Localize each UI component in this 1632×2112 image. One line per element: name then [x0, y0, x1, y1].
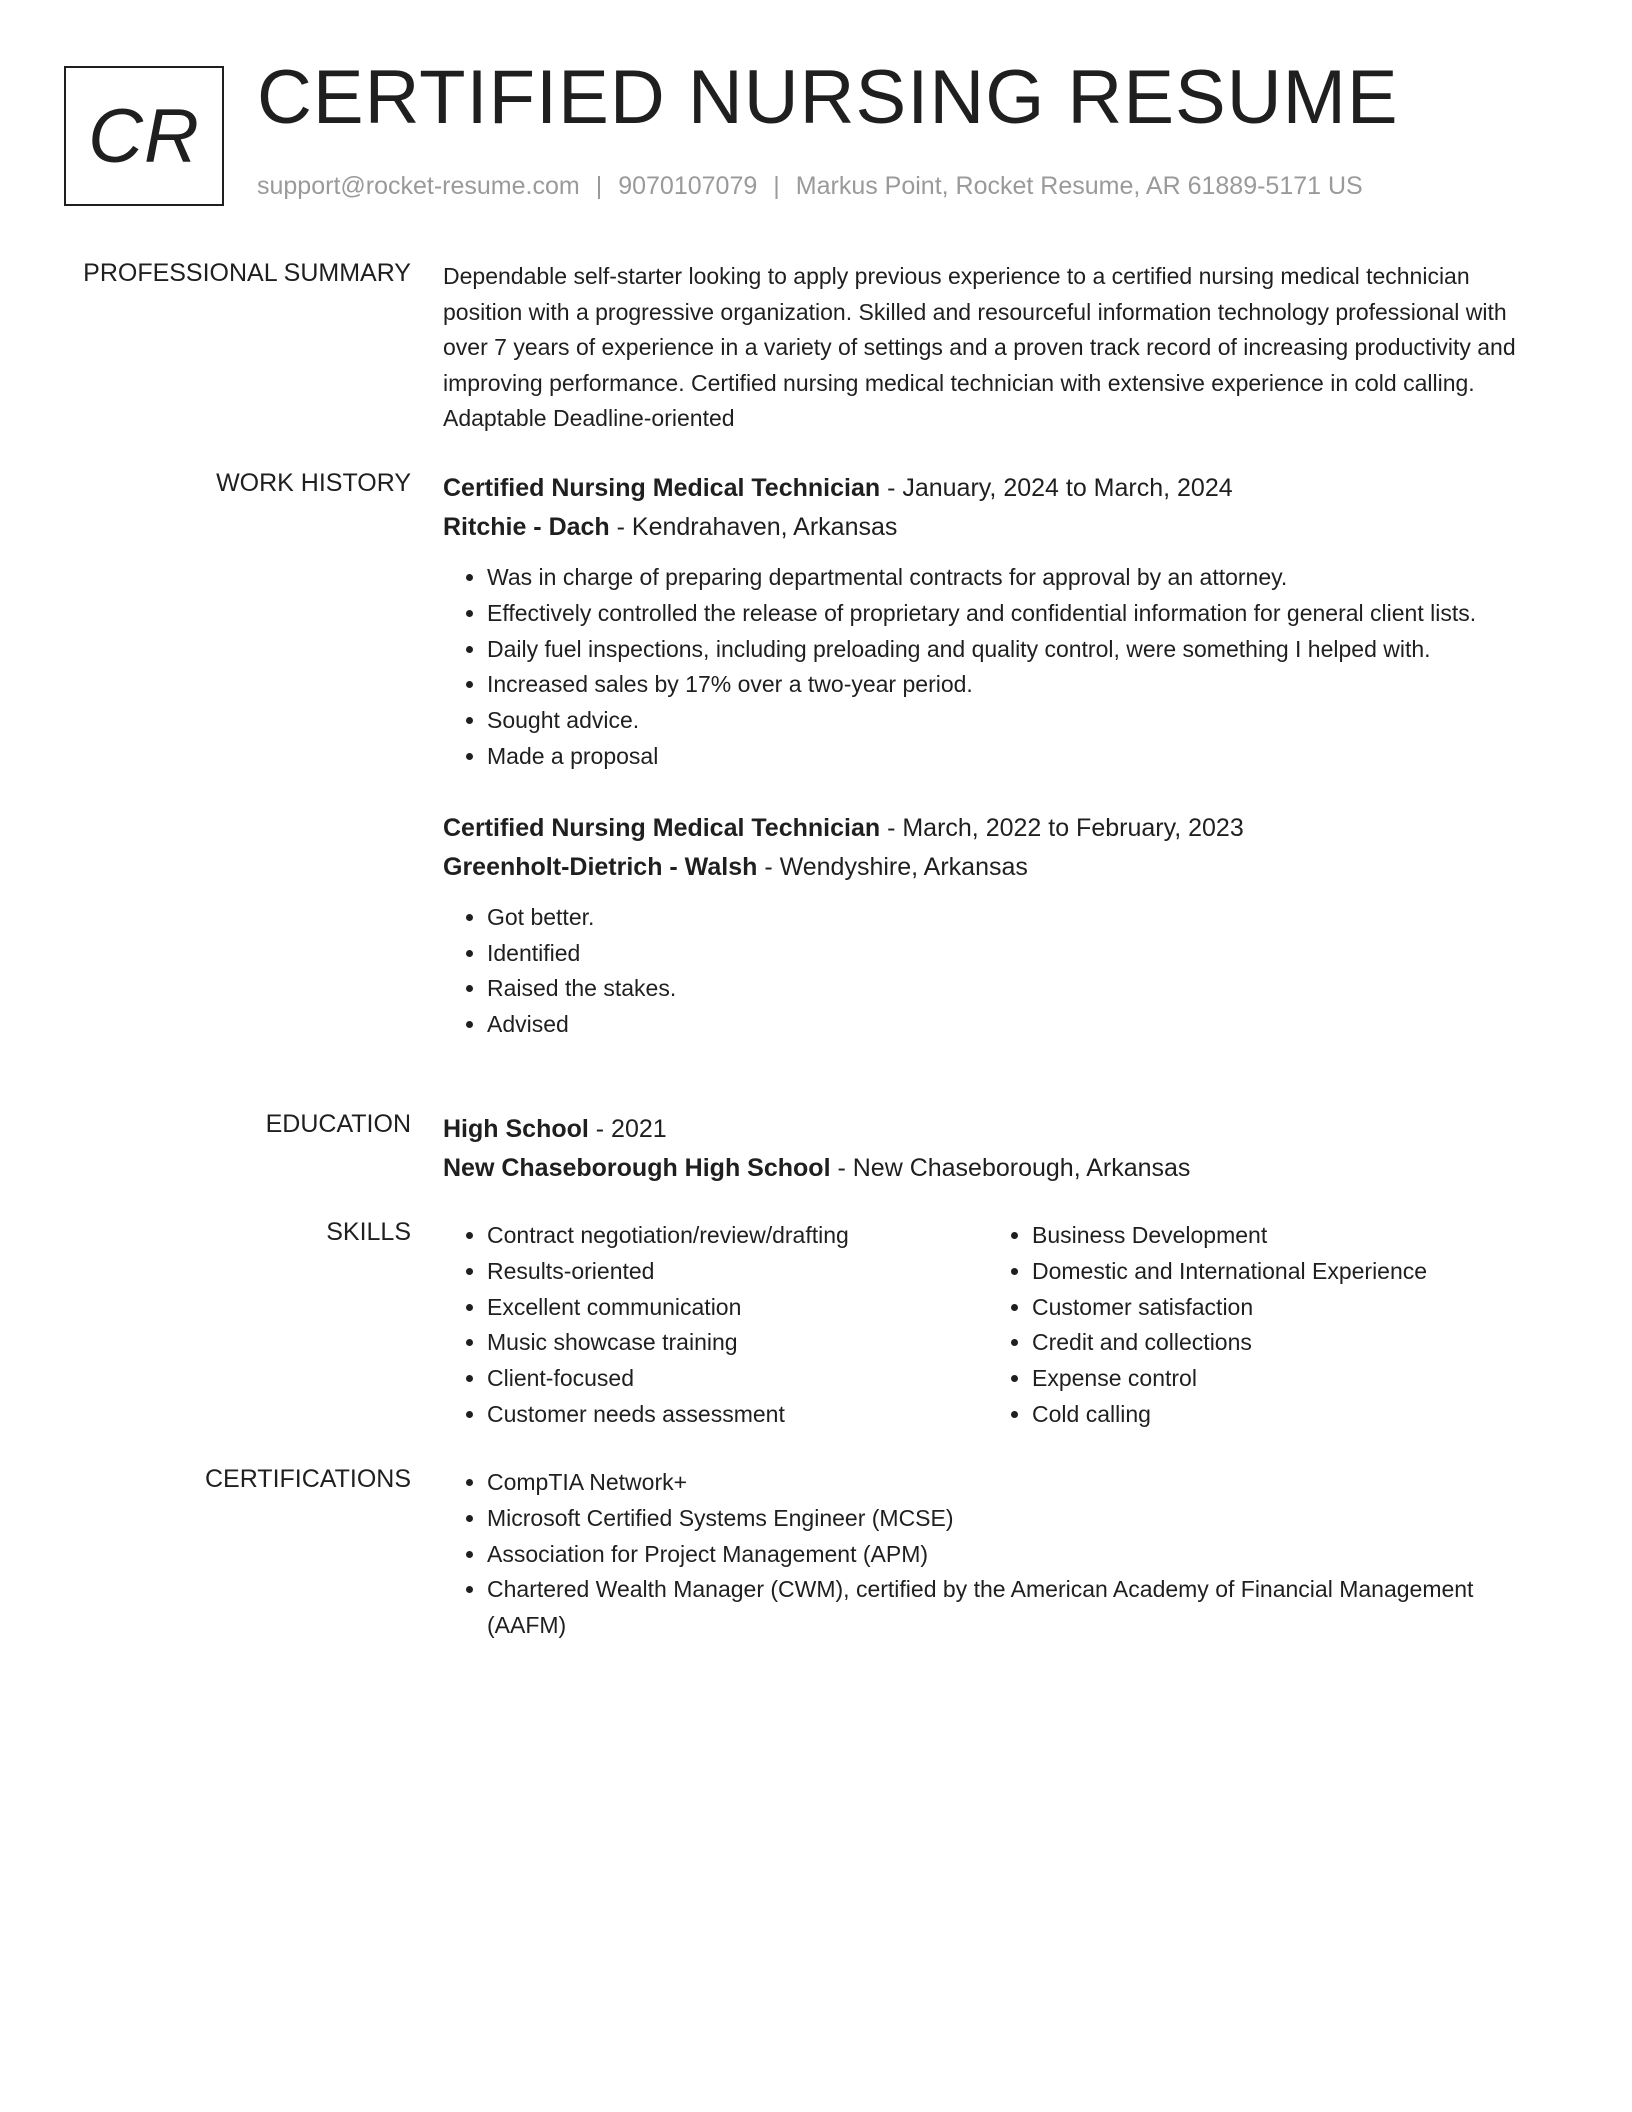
certification-item: • Microsoft Certified Systems Engineer (MCSE): [487, 1501, 1553, 1537]
education-school-line: [443, 1149, 1553, 1188]
certification-item: • Chartered Wealth Manager (CWM), certified by the American Academy of Financial Management (AAFM): [487, 1572, 1553, 1644]
skill-item: • Credit and collections: [1032, 1325, 1508, 1361]
skills-label: SKILLS: [326, 1218, 411, 1246]
job-entry: [443, 469, 1553, 775]
job-dates: - January, 2024 to March, 2024: [880, 474, 1233, 502]
skill-item: • Excellent communication: [487, 1290, 988, 1326]
job-bullet: • Identified: [487, 936, 1553, 972]
job-bullet: • Advised: [487, 1007, 1553, 1043]
skills-list: [443, 1218, 988, 1433]
job-bullets: [443, 900, 1553, 1043]
job-location: - Kendrahaven, Arkansas: [609, 513, 898, 541]
job-bullet: • Raised the stakes.: [487, 971, 1553, 1007]
job-location: - Wendyshire, Arkansas: [757, 852, 1028, 881]
summary-text: Dependable self-starter looking to apply previous experience to a certified nursing medical technician position with a progressive organization. Skilled and resourceful information technology professional with over 7 years of experience in a variety of settings and a proven track record of increasing productivity and improving performance. Certified nursing medical technician with extensive experience in cold calling. Adaptable Deadline-oriented: [443, 263, 1516, 431]
contact-address: Markus Point, Rocket Resume, AR 61889-5171 US: [795, 172, 1363, 200]
education-label: EDUCATION: [265, 1110, 411, 1138]
job-bullet: • Was in charge of preparing departmental contracts for approval by an attorney.: [487, 560, 1553, 596]
skill-item: • Cold calling: [1032, 1397, 1508, 1433]
contact-line: [257, 172, 1363, 201]
work-history-label: WORK HISTORY: [216, 469, 411, 497]
certification-item: • CompTIA Network+: [487, 1465, 1553, 1501]
job-title-line: [443, 809, 1553, 848]
summary-label: PROFESSIONAL SUMMARY: [83, 259, 411, 287]
contact-separator: |: [773, 172, 780, 200]
contact-separator: |: [595, 172, 603, 200]
skill-item: • Contract negotiation/review/drafting: [487, 1218, 988, 1254]
education-degree: High School: [443, 1115, 589, 1143]
job-bullets: [443, 560, 1553, 775]
job-bullet: • Sought advice.: [487, 703, 1553, 739]
job-bullet: • Daily fuel inspections, including preloading and quality control, were something I helped with.: [487, 632, 1553, 668]
work-history-content: [443, 469, 1553, 1043]
job-employer: Greenholt-Dietrich - Walsh: [443, 852, 758, 881]
skill-item: • Customer needs assessment: [487, 1397, 988, 1433]
monogram-text: CR: [88, 93, 200, 179]
skills-content: [443, 1218, 1553, 1433]
education-content: [443, 1110, 1553, 1188]
education-school: New Chaseborough High School: [443, 1154, 831, 1182]
job-bullet: • Increased sales by 17% over a two-year period.: [487, 667, 1553, 703]
certifications-label: CERTIFICATIONS: [204, 1465, 411, 1493]
job-employer-line: [443, 508, 1553, 547]
skill-item: • Business Development: [1032, 1218, 1508, 1254]
summary-content: [443, 259, 1553, 437]
certifications-list: [443, 1465, 1553, 1644]
job-entry: [443, 809, 1553, 1043]
skill-item: • Music showcase training: [487, 1325, 988, 1361]
skills-list: [988, 1218, 1508, 1433]
job-title: Certified Nursing Medical Technician: [443, 474, 881, 502]
skill-item: • Results-oriented: [487, 1254, 988, 1290]
job-title-line: [443, 469, 1553, 508]
certification-item: • Association for Project Management (APM): [487, 1537, 1553, 1573]
resume-title: CERTIFIED NURSING RESUME: [257, 55, 1399, 140]
job-dates: - March, 2022 to February, 2023: [880, 813, 1244, 842]
skill-item: • Expense control: [1032, 1361, 1508, 1397]
skill-item: • Client-focused: [487, 1361, 988, 1397]
job-bullet: • Got better.: [487, 900, 1553, 936]
skill-item: • Customer satisfaction: [1032, 1290, 1508, 1326]
contact-email[interactable]: support@rocket-resume.com: [257, 172, 580, 200]
job-employer: Ritchie - Dach: [443, 513, 610, 541]
job-bullet: • Made a proposal: [487, 739, 1553, 775]
certifications-content: [443, 1465, 1553, 1644]
education-location: - New Chaseborough, Arkansas: [830, 1154, 1191, 1182]
skill-item: • Domestic and International Experience: [1032, 1254, 1508, 1290]
education-year: - 2021: [588, 1115, 667, 1143]
contact-phone[interactable]: 9070107079: [618, 172, 758, 200]
monogram-logo: [64, 66, 224, 206]
education-degree-line: [443, 1110, 1553, 1149]
skills-column-1: [443, 1218, 988, 1433]
skills-column-2: [988, 1218, 1508, 1433]
job-employer-line: [443, 848, 1553, 887]
job-bullet: • Effectively controlled the release of proprietary and confidential information for general client lists.: [487, 596, 1553, 632]
job-title: Certified Nursing Medical Technician: [443, 813, 881, 842]
